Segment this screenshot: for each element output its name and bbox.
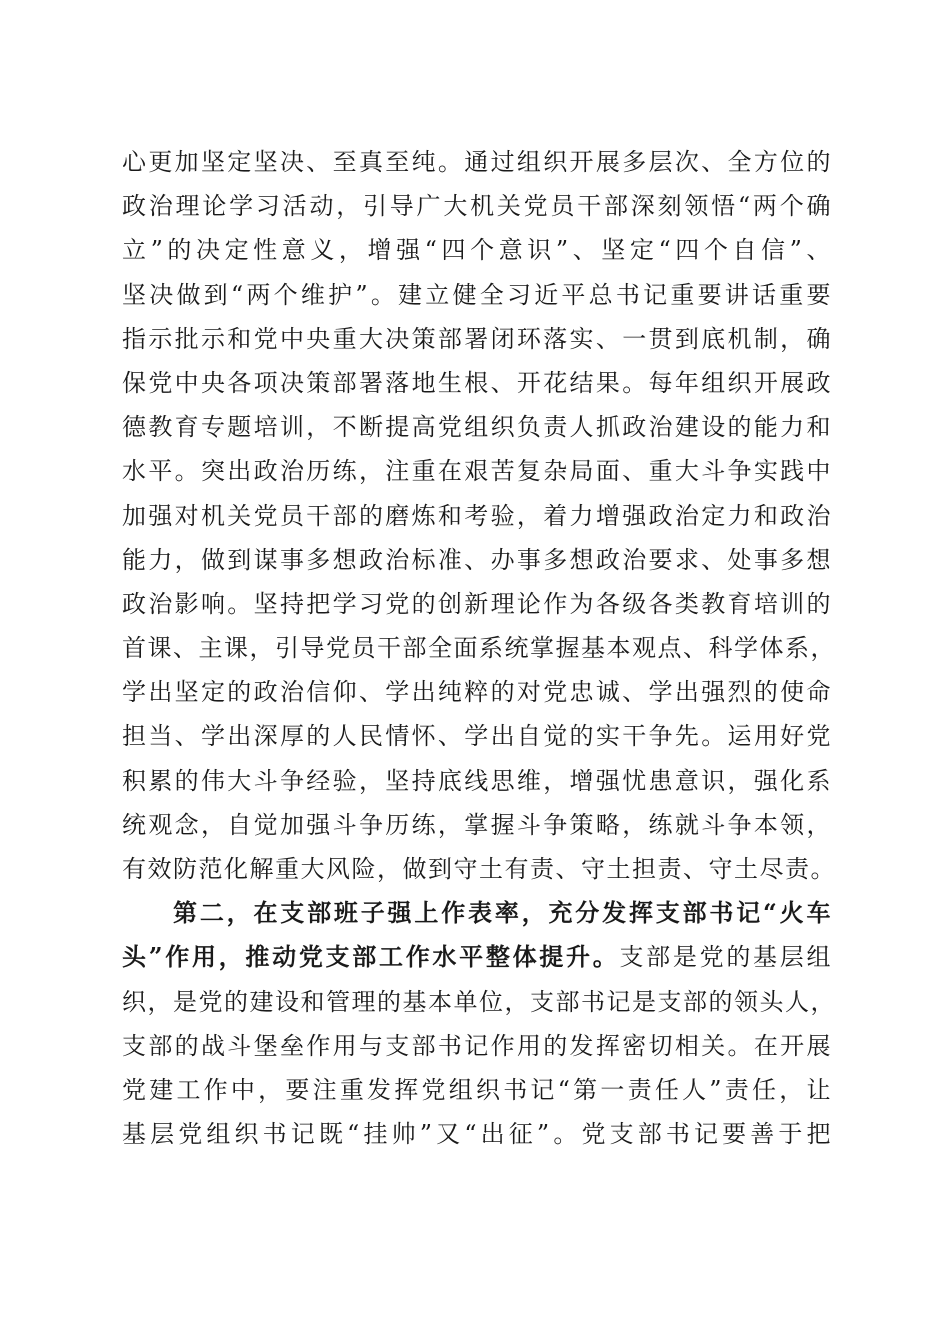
text-line: 水平。突出政治历练，注重在艰苦复杂局面、重大斗争实践中 xyxy=(122,457,832,486)
section-heading-continued: 头”作用，推动党支部工作水平整体提升。 xyxy=(122,942,620,972)
text-line: 统观念，自觉加强斗争历练，掌握斗争策略，练就斗争本领， xyxy=(122,810,832,839)
text-line: 首课、主课，引导党员干部全面系统掌握基本观点、科学体系， xyxy=(122,634,836,663)
text-line: 政治影响。坚持把学习党的创新理论作为各级各类教育培训的 xyxy=(122,589,832,618)
text-line: 支部的战斗堡垒作用与支部书记作用的发挥密切相关。在开展 xyxy=(122,1031,832,1060)
text-line: 保党中央各项决策部署落地生根、开花结果。每年组织开展政 xyxy=(122,368,832,397)
text-line: 学出坚定的政治信仰、学出纯粹的对党忠诚、学出强烈的使命 xyxy=(122,678,832,707)
text-line: 织，是党的建设和管理的基本单位，支部书记是支部的领头人， xyxy=(122,987,836,1016)
text-line: 积累的伟大斗争经验，坚持底线思维，增强忧患意识，强化系 xyxy=(122,766,832,795)
text-line: 党建工作中，要注重发挥党组织书记“第一责任人”责任，让 xyxy=(122,1075,832,1104)
text-line: 坚决做到“两个维护”。建立健全习近平总书记重要讲话重要 xyxy=(122,280,832,309)
text-line xyxy=(122,935,832,979)
body-text xyxy=(122,140,836,1156)
text-line: 加强对机关党员干部的磨炼和考验，着力增强政治定力和政治 xyxy=(122,501,832,530)
text-span: 支部是党的基层组 xyxy=(619,943,832,972)
text-line: 担当、学出深厚的人民情怀、学出自觉的实干争先。运用好党 xyxy=(122,722,832,751)
text-line: 能力，做到谋事多想政治标准、办事多想政治要求、处事多想 xyxy=(122,545,832,574)
text-line: 心更加坚定坚决、至真至纯。通过组织开展多层次、全方位的 xyxy=(122,148,832,176)
text-line: 基层党组织书记既“挂帅”又“出征”。党支部书记要善于把 xyxy=(122,1120,832,1149)
text-line: 政治理论学习活动，引导广大机关党员干部深刻领悟“两个确 xyxy=(122,192,832,221)
text-line: 有效防范化解重大风险，做到守土有责、守土担责、守土尽责。 xyxy=(122,855,836,883)
text-line: 立”的决定性意义，增强“四个意识”、坚定“四个自信”、 xyxy=(122,236,832,265)
section-heading: 第二，在支部班子强上作表率，充分发挥支部书记“火车 xyxy=(173,898,832,928)
text-line: 德教育专题培训，不断提高党组织负责人抓政治建设的能力和 xyxy=(122,413,832,442)
text-line: 指示批示和党中央重大决策部署闭环落实、一贯到底机制，确 xyxy=(122,324,832,353)
